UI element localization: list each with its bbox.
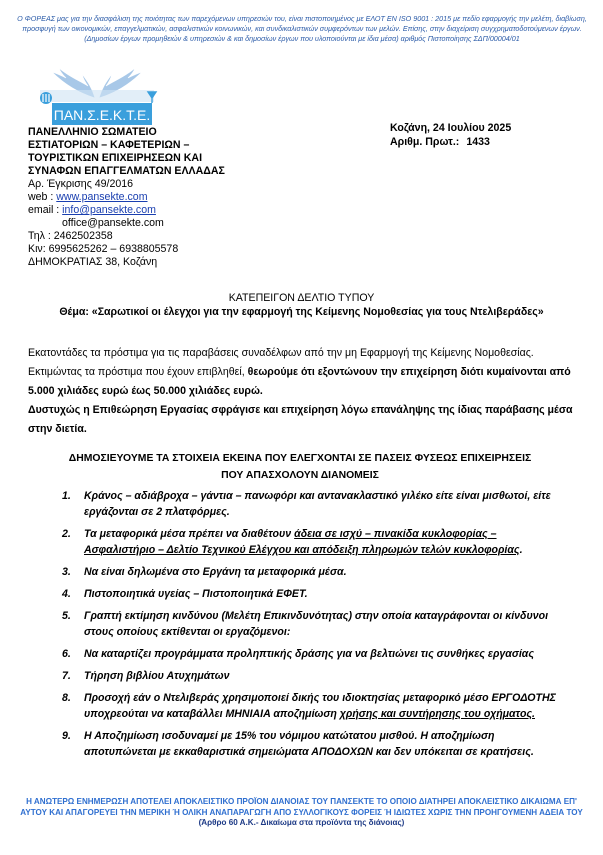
list-item-underlined: χρήσης και συντήρησης του οχήματος. <box>339 708 535 720</box>
approval-number: Αρ. Έγκρισης 49/2016 <box>28 178 134 190</box>
intro-paragraph-3: Δυστυχώς η Επιθεώρηση Εργασίας σφράγισε και επιχείρηση λόγω επανάληψης της ίδιας παράβασης μέσα στην διετία. <box>28 404 573 435</box>
list-item <box>62 564 562 580</box>
list-item-number: 6. <box>62 648 71 660</box>
list-item-number: 8. <box>62 692 71 704</box>
intro-paragraph-2-bold: θεωρούμε ότι εξοντώνουν την επιχείρηση διότι κυμαίνονται από 5.000 χιλιάδες ευρώ έως 50.000 χιλιάδες ευρώ. <box>28 366 571 397</box>
list-item-text: Προσοχή εάν ο Ντελιβεράς χρησιμοποιεί δικής του ιδιοκτησίας μεταφορικό μέσο ΕΡΓΟΔΟΤΗΣ υποχρεούται να καταβάλλει ΜΗΝΙΑΙΑ αποζημίωση <box>84 692 556 720</box>
email-office: office@pansekte.com <box>62 217 164 229</box>
intro-paragraph-2 <box>28 363 580 401</box>
intro-paragraph-2-plain: Εκτιμώντας τα πρόστιμα που έχουν επιβληθεί, <box>28 366 248 378</box>
email-link-info[interactable]: info@pansekte.com <box>62 204 156 216</box>
web-label: web : <box>28 191 57 203</box>
list-item-number: 1. <box>62 490 71 502</box>
list-item-number: 4. <box>62 588 71 600</box>
intro-text <box>28 344 580 439</box>
wings-emblem-icon <box>32 68 162 126</box>
list-item-underlined: άδεια σε ισχύ – πινακίδα κυκλοφορίας – Ασφαλιστήριο – Δελτίο Τεχνικού Ελέγχου και απόδειξη πληρωμών τελών κυκλοφορίας <box>84 528 520 556</box>
list-item <box>62 608 562 640</box>
list-item-number: 7. <box>62 670 71 682</box>
org-name-line-1: ΠΑΝΕΛΛΗΝΙΟ ΣΩΜΑΤΕΙΟ <box>28 126 157 138</box>
section-heading-line-1: ΔΗΜΟΣΙΕΥΟΥΜΕ ΤΑ ΣΤΟΙΧΕΙΑ ΕΚΕΙΝΑ ΠΟΥ ΕΛΕΓΧΟΝΤΑΙ ΣΕ ΠΑΣΕΙΣ ΦΥΣΕΩΣ ΕΠΙΧΕΙΡΗΣΕΙΣ <box>68 453 532 464</box>
list-item-text: Να είναι δηλωμένα στο Εργάνη τα μεταφορικά μέσα. <box>84 566 347 578</box>
list-item <box>62 526 562 558</box>
footer-main: Η ΑΝΩΤΕΡΩ ΕΝΗΜΕΡΩΣΗ ΑΠΟΤΕΛΕΙ ΑΠΟΚΛΕΙΣΤΙΚΟ ΠΡΟΪΟΝ ΔΙΑΝΟΙΑΣ ΤΟΥ ΠΑΝΣΕΚΤΕ ΤΟ ΟΠΟΙΟ ΔΙΑΤΗΡΕΙ ΑΠΟΚΛΕΙΣΤΙΚΟ ΔΙΚΑΙΩΜΑ ΕΠ' ΑΥΤΟΥ ΚΑΙ ΑΠΑΓΟΡΕΥΕΙ ΤΗΝ ΜΕΡΙΚΗ Ή ΟΛΙΚΗ ΑΝΑΠΑΡΑΓΩΓΗ ΑΠΟ ΣΥΛΛΟΓΙΚΟΥΣ ΦΟΡΕΙΣ Ή ΙΔΙΩΤΕΣ ΧΩΡΙΣ ΤΗΝ ΠΡΟΗΓΟΥΜΕΝΗ ΑΔΕΙΑ ΤΟΥ <box>20 797 583 817</box>
list-item-text: Κράνος – αδιάβροχα – γάντια – πανωφόρι και αντανακλαστικό γιλέκο είτε είναι μισθωτοί, είτε εργάζονται σε 2 πλατφόρμες. <box>84 490 551 518</box>
protocol-row <box>390 135 511 149</box>
organization-info <box>28 126 328 269</box>
email-label: email : <box>28 204 63 216</box>
section-heading <box>40 450 560 484</box>
intro-paragraph-1: Εκατοντάδες τα πρόστιμα για τις παραβάσεις συναδέλφων από την μη Εφαρμογή της Κείμενης Νομοθεσίας. <box>28 347 534 359</box>
list-item-number: 3. <box>62 566 71 578</box>
protocol-label: Αριθμ. Πρωτ.: <box>390 136 460 148</box>
list-item-tail: . <box>519 544 523 556</box>
list-item-text: Τα μεταφορικά μέσα πρέπει να διαθέτουν <box>84 528 295 540</box>
list-item-text: Η Αποζημίωση ισοδυναμεί με 15% του νόμιμου κατώτατου μισθού. Η αποζημίωση αποτυπώνεται με εκκαθαριστικά σημειώματα ΑΠΟΔΟΧΩΝ και δεν υπόκειται σε κρατήσεις. <box>84 730 534 758</box>
section-heading-line-2: ΠΟΥ ΑΠΑΣΧΟΛΟΥΝ ΔΙΑΝΟΜΕΙΣ <box>221 470 379 481</box>
certification-banner: Ο ΦΟΡΕΑΣ μας για την διασφάλιση της ποιότητας των παρεχόμενων υπηρεσιών του, είναι πιστοποιημένος με ΕΛΟΤ ΕΝ ISO 9001 : 2015 με πεδίο εφαρμογής την μελέτη, διαβίωση, προσφυγή των οικονομικών, επαγγελματικών, ασφαλιστικών κοινωνικών, και συνδικαλιστικών συμφερόντων των μελών. Επίσης, στην διαχείριση συγχρηματοδοτούμενων έργων. (Δημοσίων έργων προμηθειών & υπηρεσιών & και δημοσίων έργων που υλοποιούνται με ίδια μέσα) αριθμός Πιστοποίησης ΣΔΠ/00004/01 <box>17 14 587 43</box>
org-name-line-3: ΤΟΥΡΙΣΤΙΚΩΝ ΕΠΙΧΕΙΡΗΣΕΩΝ ΚΑΙ <box>28 152 203 164</box>
org-name-line-4: ΣΥΝΑΦΩΝ ΕΠΑΓΓΕΛΜΑΤΩΝ ΕΛΛΑΔΑΣ <box>28 165 225 177</box>
checklist <box>62 488 562 760</box>
org-name-line-2: ΕΣΤΙΑΤΟΡΙΩΝ – ΚΑΦΕΤΕΡΙΩΝ – <box>28 139 190 151</box>
date-protocol-block <box>390 121 511 149</box>
email-row <box>28 204 328 217</box>
list-item <box>62 586 562 602</box>
logo-text: ΠΑΝ.Σ.Ε.Κ.Τ.Ε. <box>53 107 151 123</box>
list-item-text: Πιστοποιητικά υγείας – Πιστοποιητικά ΕΦΕΤ. <box>84 588 308 600</box>
phone: Τηλ : 2462502358 <box>28 230 113 242</box>
list-item-text: Τήρηση βιβλίου Ατυχημάτων <box>84 670 230 682</box>
list-item <box>62 668 562 684</box>
address: ΔΗΜΟΚΡΑΤΙΑΣ 38, Κοζάνη <box>28 256 158 268</box>
mobile: Κιν: 6995625262 – 6938805578 <box>28 243 179 255</box>
place-date: Κοζάνη, 24 Ιουλίου 2025 <box>390 122 512 134</box>
list-item-text: Να καταρτίζει προγράμματα προληπτικής δράσης για να βελτιώνει τις συνθήκες εργασίας <box>84 648 534 660</box>
press-release-title: ΚΑΤΕΠΕΙΓΟΝ ΔΕΛΤΙΟ ΤΥΠΟΥ <box>228 292 375 304</box>
list-item-number: 2. <box>62 528 71 540</box>
footer-law-reference: (Άρθρο 60 Α.Κ.- Δικαίωμα στα προϊόντα της διάνοιας) <box>198 818 405 827</box>
list-item-number: 5. <box>62 610 71 622</box>
website-link[interactable]: www.pansekte.com <box>56 191 148 203</box>
list-item <box>62 690 562 722</box>
web-row <box>28 191 328 204</box>
copyright-footer <box>14 797 589 829</box>
press-subject: Θέμα: «Σαρωτικοί οι έλεγχοι για την εφαρμογή της Κείμενης Νομοθεσίας για τους Ντελιβεράδες» <box>59 306 544 318</box>
list-item <box>62 488 562 520</box>
protocol-number: 1433 <box>466 136 490 148</box>
list-item-number: 9. <box>62 730 71 742</box>
list-item-text: Γραπτή εκτίμηση κινδύνου (Μελέτη Επικινδυνότητας) στην οποία καταγράφονται οι κίνδυνοι στους οποίους εκτίθενται οι εργαζόμενοι: <box>84 610 549 638</box>
list-item <box>62 646 562 662</box>
list-item <box>62 728 562 760</box>
